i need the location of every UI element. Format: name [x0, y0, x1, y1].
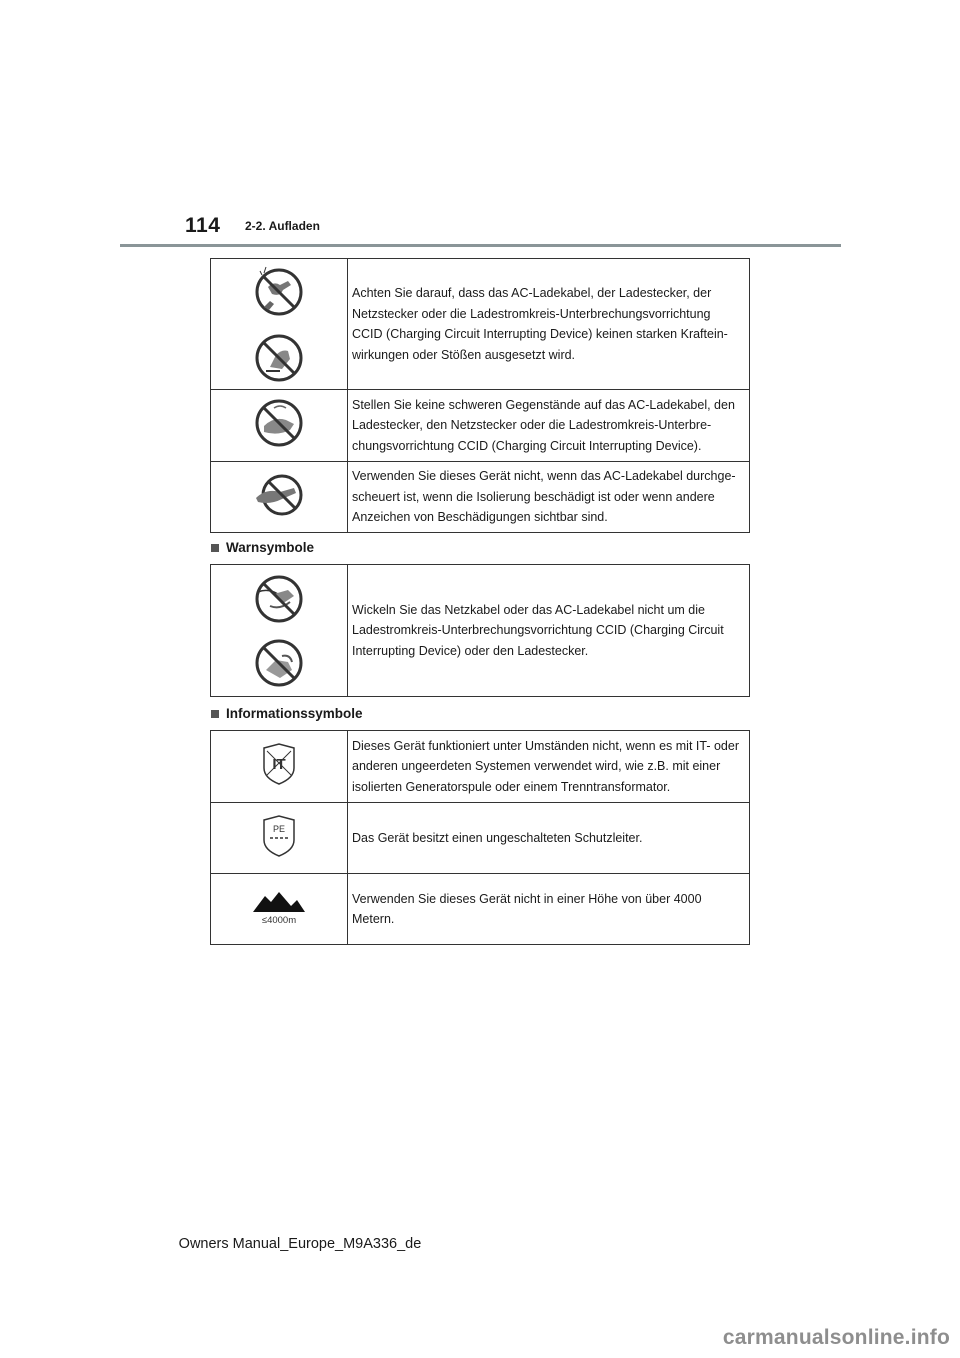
table-row [211, 731, 750, 803]
no-dropping-cable-icon [250, 263, 308, 321]
icon-cell [211, 874, 348, 945]
warning-symbols-table [210, 564, 750, 697]
description-cell: Verwenden Sie dieses Gerät nicht in einer Höhe von über 4000 Metern. [348, 874, 750, 945]
information-symbols-table [210, 730, 750, 945]
page-number: 114 [185, 214, 221, 237]
altitude-limit-icon [251, 888, 307, 926]
icon-cell [211, 565, 348, 697]
pe-symbol-label: PE [272, 823, 286, 834]
info-heading [211, 706, 363, 721]
warnings-heading [211, 540, 314, 555]
altitude-symbol-label: ≤4000m [261, 914, 297, 926]
no-heavy-objects-icon [250, 394, 308, 452]
bullet-square-icon [211, 710, 219, 718]
icon-cell [211, 462, 348, 533]
icon-cell [211, 259, 348, 390]
icon-cell [211, 803, 348, 874]
watermark: carmanualsonline.info [722, 1326, 950, 1349]
prohibition-symbols-table [210, 258, 750, 533]
header-rule [120, 244, 841, 247]
table-row [211, 390, 750, 462]
description-cell: Verwenden Sie dieses Gerät nicht, wenn das AC-Ladekabel durchge-scheuert ist, wenn die Isolierung beschädigt ist oder wenn andere Anzeichen von Beschädigungen sichtbar sind. [348, 462, 750, 533]
table-row [211, 874, 750, 945]
table-row [211, 259, 750, 390]
table-row [211, 462, 750, 533]
bullet-square-icon [211, 544, 219, 552]
icon-cell [211, 731, 348, 803]
description-cell: Stellen Sie keine schweren Gegenstände auf das AC-Ladekabel, den Ladestecker, den Netzstecker oder die Ladestromkreis-Unterbre-chungsvorrichtung CCID (Charging Circuit Interrupting Device). [348, 390, 750, 462]
description-cell: Wickeln Sie das Netzkabel oder das AC-Ladekabel nicht um die Ladestromkreis-Unterbrechungsvorrichtung CCID (Charging Circuit Interrupting Device) oder den Ladestecker. [348, 565, 750, 697]
table-row [211, 565, 750, 697]
description-cell: Achten Sie darauf, dass das AC-Ladekabel, der Ladestecker, der Netzstecker oder die Ladestromkreis-Unterbrechungsvorrichtung CCID (Charging Circuit Interrupting Device) keinen starken Kraftein-wirkungen oder Stößen ausgesetzt wird. [348, 259, 750, 390]
table-row [211, 803, 750, 874]
it-symbol-label: IT [272, 756, 286, 773]
it-system-icon [262, 742, 296, 786]
description-cell: Dieses Gerät funktioniert unter Umständen nicht, wenn es mit IT- oder anderen ungeerdeten Systemen verwendet wird, wie z.B. mit einer isolierten Generatorspule oder einem Trenntransformator. [348, 731, 750, 803]
no-damaged-cable-icon [250, 470, 308, 520]
heading-label: Informationssymbole [226, 706, 363, 721]
description-cell: Das Gerät besitzt einen ungeschalteten Schutzleiter. [348, 803, 750, 874]
footer-doc-id: Owners Manual_Europe_M9A336_de [178, 1236, 422, 1252]
no-stepping-on-cable-icon [252, 331, 306, 385]
protective-earth-icon [262, 814, 296, 858]
no-wrapping-cable-icon [252, 572, 306, 626]
no-wrapping-plug-icon [252, 636, 306, 690]
section-title: 2-2. Aufladen [245, 219, 320, 233]
icon-cell [211, 390, 348, 462]
heading-label: Warnsymbole [226, 540, 315, 555]
